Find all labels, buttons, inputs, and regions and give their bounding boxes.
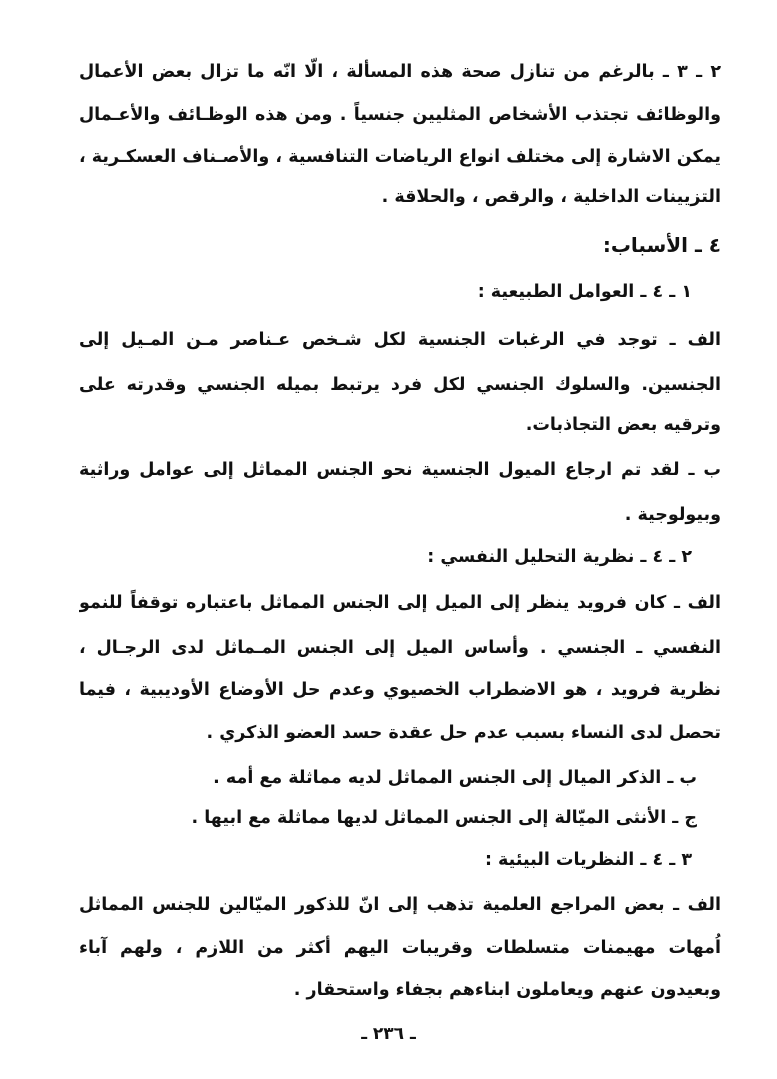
paragraph-line: الجنسين. والسلوك الجنسي لكل فرد يرتبط بميله الجنسي وقدرته على xyxy=(79,375,721,395)
paragraph-line: اُمهات مهيمنات متسلطات وقريبات اليهم أكثر من اللازم ، ولهم آباء xyxy=(79,938,721,958)
subsection-heading: ٢ ـ ٤ ـ نظرية التحليل النفسي : xyxy=(427,547,692,567)
section-heading: ٤ ـ الأسباب: xyxy=(602,233,721,257)
paragraph-line: والوظائف تجتذب الأشخاص المثليين جنسياً . ومن هذه الوظـائف والأعـمال xyxy=(79,105,721,125)
paragraph-line: نظرية فرويد ، هو الاضطراب الخصيوي وعدم حل الأوضاع الأوديبية ، فيما xyxy=(79,680,721,700)
paragraph-line: ٢ ـ ٣ ـ بالرغم من تنازل صحة هذه المسألة ، الّا انّه ما تزال بعض الأعمال xyxy=(79,62,721,82)
paragraph-line: ج ـ الأنثى الميّالة إلى الجنس المماثل لديها مماثلة مع ابيها . xyxy=(191,808,697,828)
paragraph-line: التزيينات الداخلية ، والرقص ، والحلاقة . xyxy=(381,187,721,207)
paragraph-line: الف ـ توجد في الرغبات الجنسية لكل شـخص عـناصر مـن المـيل إلى xyxy=(79,330,721,350)
paragraph-line: الف ـ كان فرويد ينظر إلى الميل إلى الجنس المماثل باعتباره توقفاً للنمو xyxy=(79,593,721,613)
paragraph-line: وترقيه بعض التجاذبات. xyxy=(525,415,721,435)
page-number: ـ ٢٣٦ ـ xyxy=(361,1024,416,1044)
paragraph-line: النفسي ـ الجنسي . وأساس الميل إلى الجنس المـماثل لدى الرجـال ، xyxy=(79,638,721,658)
paragraph-line: وبيولوجية . xyxy=(624,505,721,525)
paragraph-line: يمكن الاشارة إلى مختلف انواع الرياضات التنافسية ، والأصـناف العسكـرية ، xyxy=(79,147,721,167)
paragraph-line: ب ـ لقد تم ارجاع الميول الجنسية نحو الجنس المماثل إلى عوامل وراثية xyxy=(79,460,721,480)
paragraph-line: وبعيدون عنهم ويعاملون ابناءهم بجفاء واستحقار . xyxy=(293,980,721,1000)
subsection-heading: ١ ـ ٤ ـ العوامل الطبيعية : xyxy=(477,282,692,302)
paragraph-line: تحصل لدى النساء بسبب عدم حل عقدة حسد العضو الذكري . xyxy=(206,723,721,743)
subsection-heading: ٣ ـ ٤ ـ النظريات البيئية : xyxy=(484,850,692,870)
paragraph-line: ب ـ الذكر الميال إلى الجنس المماثل لديه مماثلة مع أمه . xyxy=(213,768,697,788)
paragraph-line: الف ـ بعض المراجع العلمية تذهب إلى انّ للذكور الميّالين للجنس المماثل xyxy=(79,895,721,915)
